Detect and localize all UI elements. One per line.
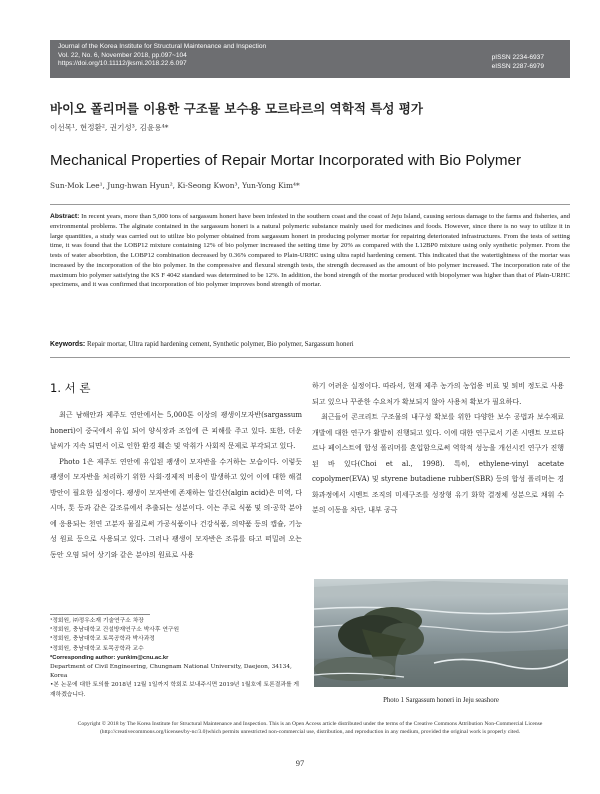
footnotes — [50, 617, 302, 700]
page-number: 97 — [295, 758, 305, 768]
korean-authors: 이선목¹, 현정환², 권기성³, 김윤용⁴* — [50, 123, 169, 132]
journal-volume: Vol. 22, No. 6, November 2018, pp.097~104 — [58, 51, 187, 59]
abstract-label: Abstract: — [50, 213, 80, 220]
left-column — [50, 408, 302, 563]
discussion-note: •본 논문에 대한 토의를 2018년 12월 1일까지 학회로 보내주시면 2019년 1월호에 토론결과를 게재하겠습니다. — [50, 682, 299, 698]
journal-banner — [50, 40, 570, 78]
paragraph: 하기 어려운 실정이다. 따라서, 현재 제주 농가의 농업용 비료 및 퇴비 정도로 사용되고 있으나 꾸준한 수요처가 확보되지 않아 사용처 확보가 필요하다. — [312, 382, 564, 406]
footnote: ⁴정회원, 충남대학교 토목공학과 교수 — [50, 645, 144, 652]
footnote-rule — [50, 614, 150, 615]
paragraph: 최근들어 콘크리트 구조물의 내구성 확보를 위한 다양한 보수 공법과 보수재료 개발에 대한 연구가 활발히 진행되고 있다. 이에 대한 연구로서 기존 시멘트 모르타르나 페이스트에 합성 폴리머를 혼입함으로써 역학적 성능을 개선시킨 연구가 진행된 바 있다(Choi et al., 1998). 특히, ethylene-vinyl acetate copolymer(EVA) 및 styrene butadiene rubber(SBR) 등의 합성 폴리머는 경화과정에서 시멘트 조직의 미세구조를 성장형 유기 화학 결정체 성분으로 채워 수분의 이동을 차단, 내부 공극 — [312, 413, 564, 514]
journal-name: Journal of the Korea Institute for Structural Maintenance and Inspection — [58, 43, 267, 50]
english-title: Mechanical Properties of Repair Mortar Incorporated with Bio Polymer — [50, 152, 522, 169]
korean-title: 바이오 폴리머를 이용한 구조물 보수용 모르타르의 역학적 특성 평가 — [50, 101, 423, 116]
issn-block — [492, 54, 544, 71]
divider — [50, 204, 570, 205]
paragraph: Photo 1은 제주도 연안에 유입된 괭생이 모자반을 수거하는 모습이다. 이렇듯 괭생이 모자반을 처리하기 위한 사회·경제적 비용이 발생하고 있어 이에 대한 해결 방안이 필요한 실정이다. 괭생이 모자반에 존재하는 알긴산(algin acid)은 미역, 다시마, 톳 등과 같은 갈조류에서 추출되는 성분이다. 이는 주로 식품 및 의·공학 분야에 응용되는 천연 고분자 물질로써 가공식품이나 건강식품, 의약품 등의 캡슐, 기능성 원료 등으로 사용되고 있다. 그러나 괭생이 모자반은 조류를 타고 떠밀려 오는 동안 오염 되어 상기와 같은 분야의 원료로 사용 — [50, 457, 302, 559]
english-authors: Sun-Mok Lee¹, Jung-hwan Hyun², Ki-Seong Kwon³, Yun-Yong Kim⁴* — [50, 181, 300, 190]
caption-text: Photo 1 Sargassum honeri in Jeju seashore — [383, 697, 499, 704]
seashore-photo — [314, 579, 568, 687]
keywords — [50, 341, 570, 348]
pissn: pISSN 2234-6937 — [491, 54, 544, 61]
abstract-text: In recent years, more than 5,000 tons of sargassum honeri have been infested in the southern coast and the coast of Jeju Island, causing serious damage to the farms and fisheries, and environmental problems. The alginate contained in the sargassum honeri is a natural polymeric substance mainly used for medicines and foods. However, since there is no way to utilize it in large quantities, a study was carried out to utilize bio polymer obtained from sargassum honeri in producing polymer mortar for repairing deteriorated infrastructures. From the tests of setting time, it was found that the LOBP12 mixture containing 12% of bio polymer increased the setting time by 20% as compared with the L12BP0 mixture using only synthetic polymer. From the tests of water absorbtion, the LOBP12 combination decreased by 0.36% compared to Plain-URHC using ultra rapid hardening cement. This indicated that the watertightness of the mortar was increased by the incorporation of the bio polymer. In the compressive and flexural strength tests, the strength decreased as the amount of bio polymer increased. The incorporation rate of the maximum bio polymer satisfying the KS F 4042 standard was determined to be 12%. In addition, the bond strength of the mortar produced with biopolymer was higher than that of Plain-URHC specimens, and it was confirmed that incorporation of bio polymer improves bond strength of mortar. — [50, 213, 571, 289]
right-column — [312, 379, 564, 519]
divider — [50, 357, 570, 358]
seaweed-illustration — [314, 579, 568, 687]
author-address: Department of Civil Engineering, Chungnam National University, Daejeon, 34134, Korea — [50, 664, 292, 680]
eissn: eISSN 2287-6979 — [491, 62, 544, 70]
keywords-label: Keywords: — [50, 341, 86, 348]
journal-doi[interactable]: https://doi.org/10.11112/jksmi.2018.22.6.097 — [58, 60, 187, 68]
section-heading: 1. 서 론 — [50, 381, 91, 395]
keywords-text: Repair mortar, Ultra rapid hardening cement, Synthetic polymer, Bio polymer, Sargassum honeri — [86, 341, 354, 348]
footnote: ³정회원, 충남대학교 토목공학과 박사과정 — [50, 636, 155, 643]
footnote: ¹정회원, ㈜정우소재 기술연구소 차장 — [50, 618, 144, 624]
footnote: ²정회원, 충남대학교 건설방재연구소 박사후 연구원 — [50, 627, 180, 634]
abstract — [50, 212, 570, 290]
corresponding-author: *Corresponding author: yunkim@cnu.ac.kr — [50, 654, 169, 661]
paragraph: 최근 남해안과 제주도 연안에서는 5,000톤 이상의 괭생이모자반(sargassum honeri)이 중국에서 유입 되어 양식장과 조업에 큰 피해를 주고 있다. 또한, 더운 날씨가 지속 되면서 이로 인한 환경 훼손 및 악취가 사회적 문제로 부각되고 있다. — [50, 411, 302, 450]
copyright-notice: Copyright © 2018 by The Korea Institute for Structural Maintenance and Inspection. This is an Open Access article distributed under the terms of the Creative Commons Attribution Non-Commercial License (http://creativecommons.org/licenses/by-nc/3.0)which permits unrestricted non-commercial use, distribution, and reproduction in any medium, provided the original work is properly cited. — [77, 721, 543, 736]
photo-caption — [314, 697, 568, 704]
